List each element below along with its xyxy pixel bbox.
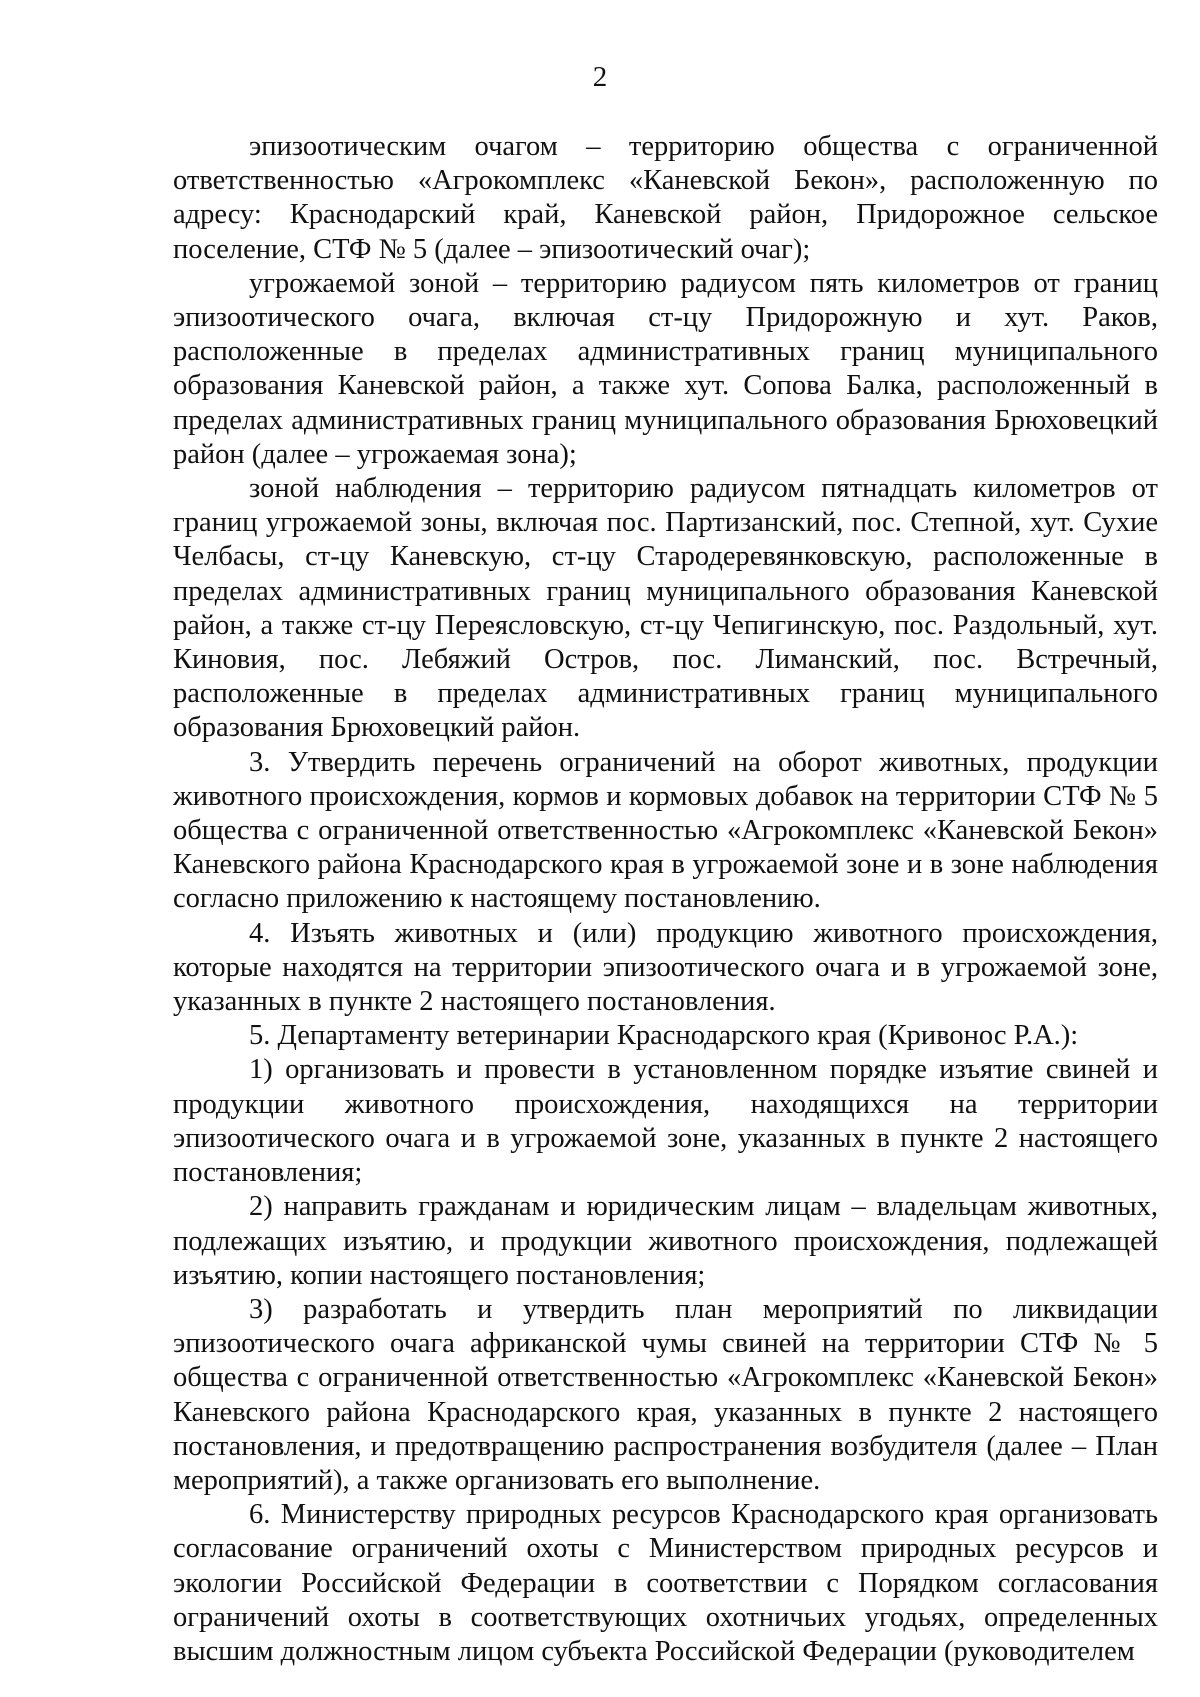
paragraph-observation-zone: зоной наблюдения – территорию радиусом пятнадцать километров от границ угрожаемой зоны, включая пос. Партизанский, пос. Степной, хут. Сухие Челбасы, ст-цу Каневскую, ст-цу Стародеревянковскую, расположенные в пределах административных границ муниципального образования Каневской район, а также ст-цу Переясловскую, ст-цу Чепигинскую, пос. Раздольный, хут. Киновия, пос. Лебяжий Остров, пос. Лиманский, пос. Встречный, расположенные в пределах административных границ муниципального образования Брюховецкий район. [173,473,1158,744]
paragraph-threatened-zone: угрожаемой зоной – территорию радиусом пять километров от границ эпизоотического очага, включая ст-цу Придорожную и хут. Раков, расположенные в пределах административных границ муниципального образования Каневской район, а также хут. Сопова Балка, расположенный в пределах административных границ муниципального образования Брюховецкий район (далее – угрожаемая зона); [173,267,1158,470]
paragraph-item-3: 3. Утвердить перечень ограничений на оборот животных, продукции животного происхождения, кормов и кормовых добавок на территории СТФ № 5 общества с ограниченной ответственностью «Агрокомплекс «Каневской Бекон» Каневского района Краснодарского края в угрожаемой зоне и в зоне наблюдения согласно приложению к настоящему постановлению. [173,746,1158,915]
paragraph-item-5-1: 1) организовать и провести в установленном порядке изъятие свиней и продукции животного происхождения, находящихся на территории эпизоотического очага и в угрожаемой зоне, указанных в пункте 2 настоящего постановления; [173,1054,1158,1189]
document-body [173,130,1158,1669]
paragraph-item-5-2: 2) направить гражданам и юридическим лицам – владельцам животных, подлежащих изъятию, и продукции животного происхождения, подлежащей изъятию, копии настоящего постановления; [173,1191,1158,1291]
paragraph-item-5: 5. Департаменту ветеринарии Краснодарского края (Кривонос Р.А.): [249,1020,1079,1052]
paragraph-item-4: 4. Изъять животных и (или) продукцию животного происхождения, которые находятся на территории эпизоотического очага и в угрожаемой зоне, указанных в пункте 2 настоящего постановления. [173,917,1158,1018]
paragraph-episootic-focus: эпизоотическим очагом – территорию общества с ограниченной ответственностью «Агрокомплекс «Каневской Бекон», расположенную по адресу: Краснодарский край, Каневской район, Придорожное сельское поселение, СТФ № 5 (далее – эпизоотический очаг); [173,131,1158,265]
paragraph-item-6: 6. Министерству природных ресурсов Краснодарского края организовать согласование ограничений охоты с Министерством природных ресурсов и экологии Российской Федерации в соответствии с Порядком согласования ограничений охоты в соответствующих охотничьих угодьях, определенных высшим должностным лицом субъекта Российской Федерации (руководителем [173,1499,1158,1667]
page-number: 2 [592,61,608,93]
paragraph-item-5-3: 3) разработать и утвердить план мероприятий по ликвидации эпизоотического очага африканской чумы свиней на территории СТФ № 5 общества с ограниченной ответственностью «Агрокомплекс «Каневской Бекон» Каневского района Краснодарского края, указанных в пункте 2 настоящего постановления, и предотвращению распространения возбудителя (далее – План мероприятий), а также организовать его выполнение. [173,1293,1158,1496]
